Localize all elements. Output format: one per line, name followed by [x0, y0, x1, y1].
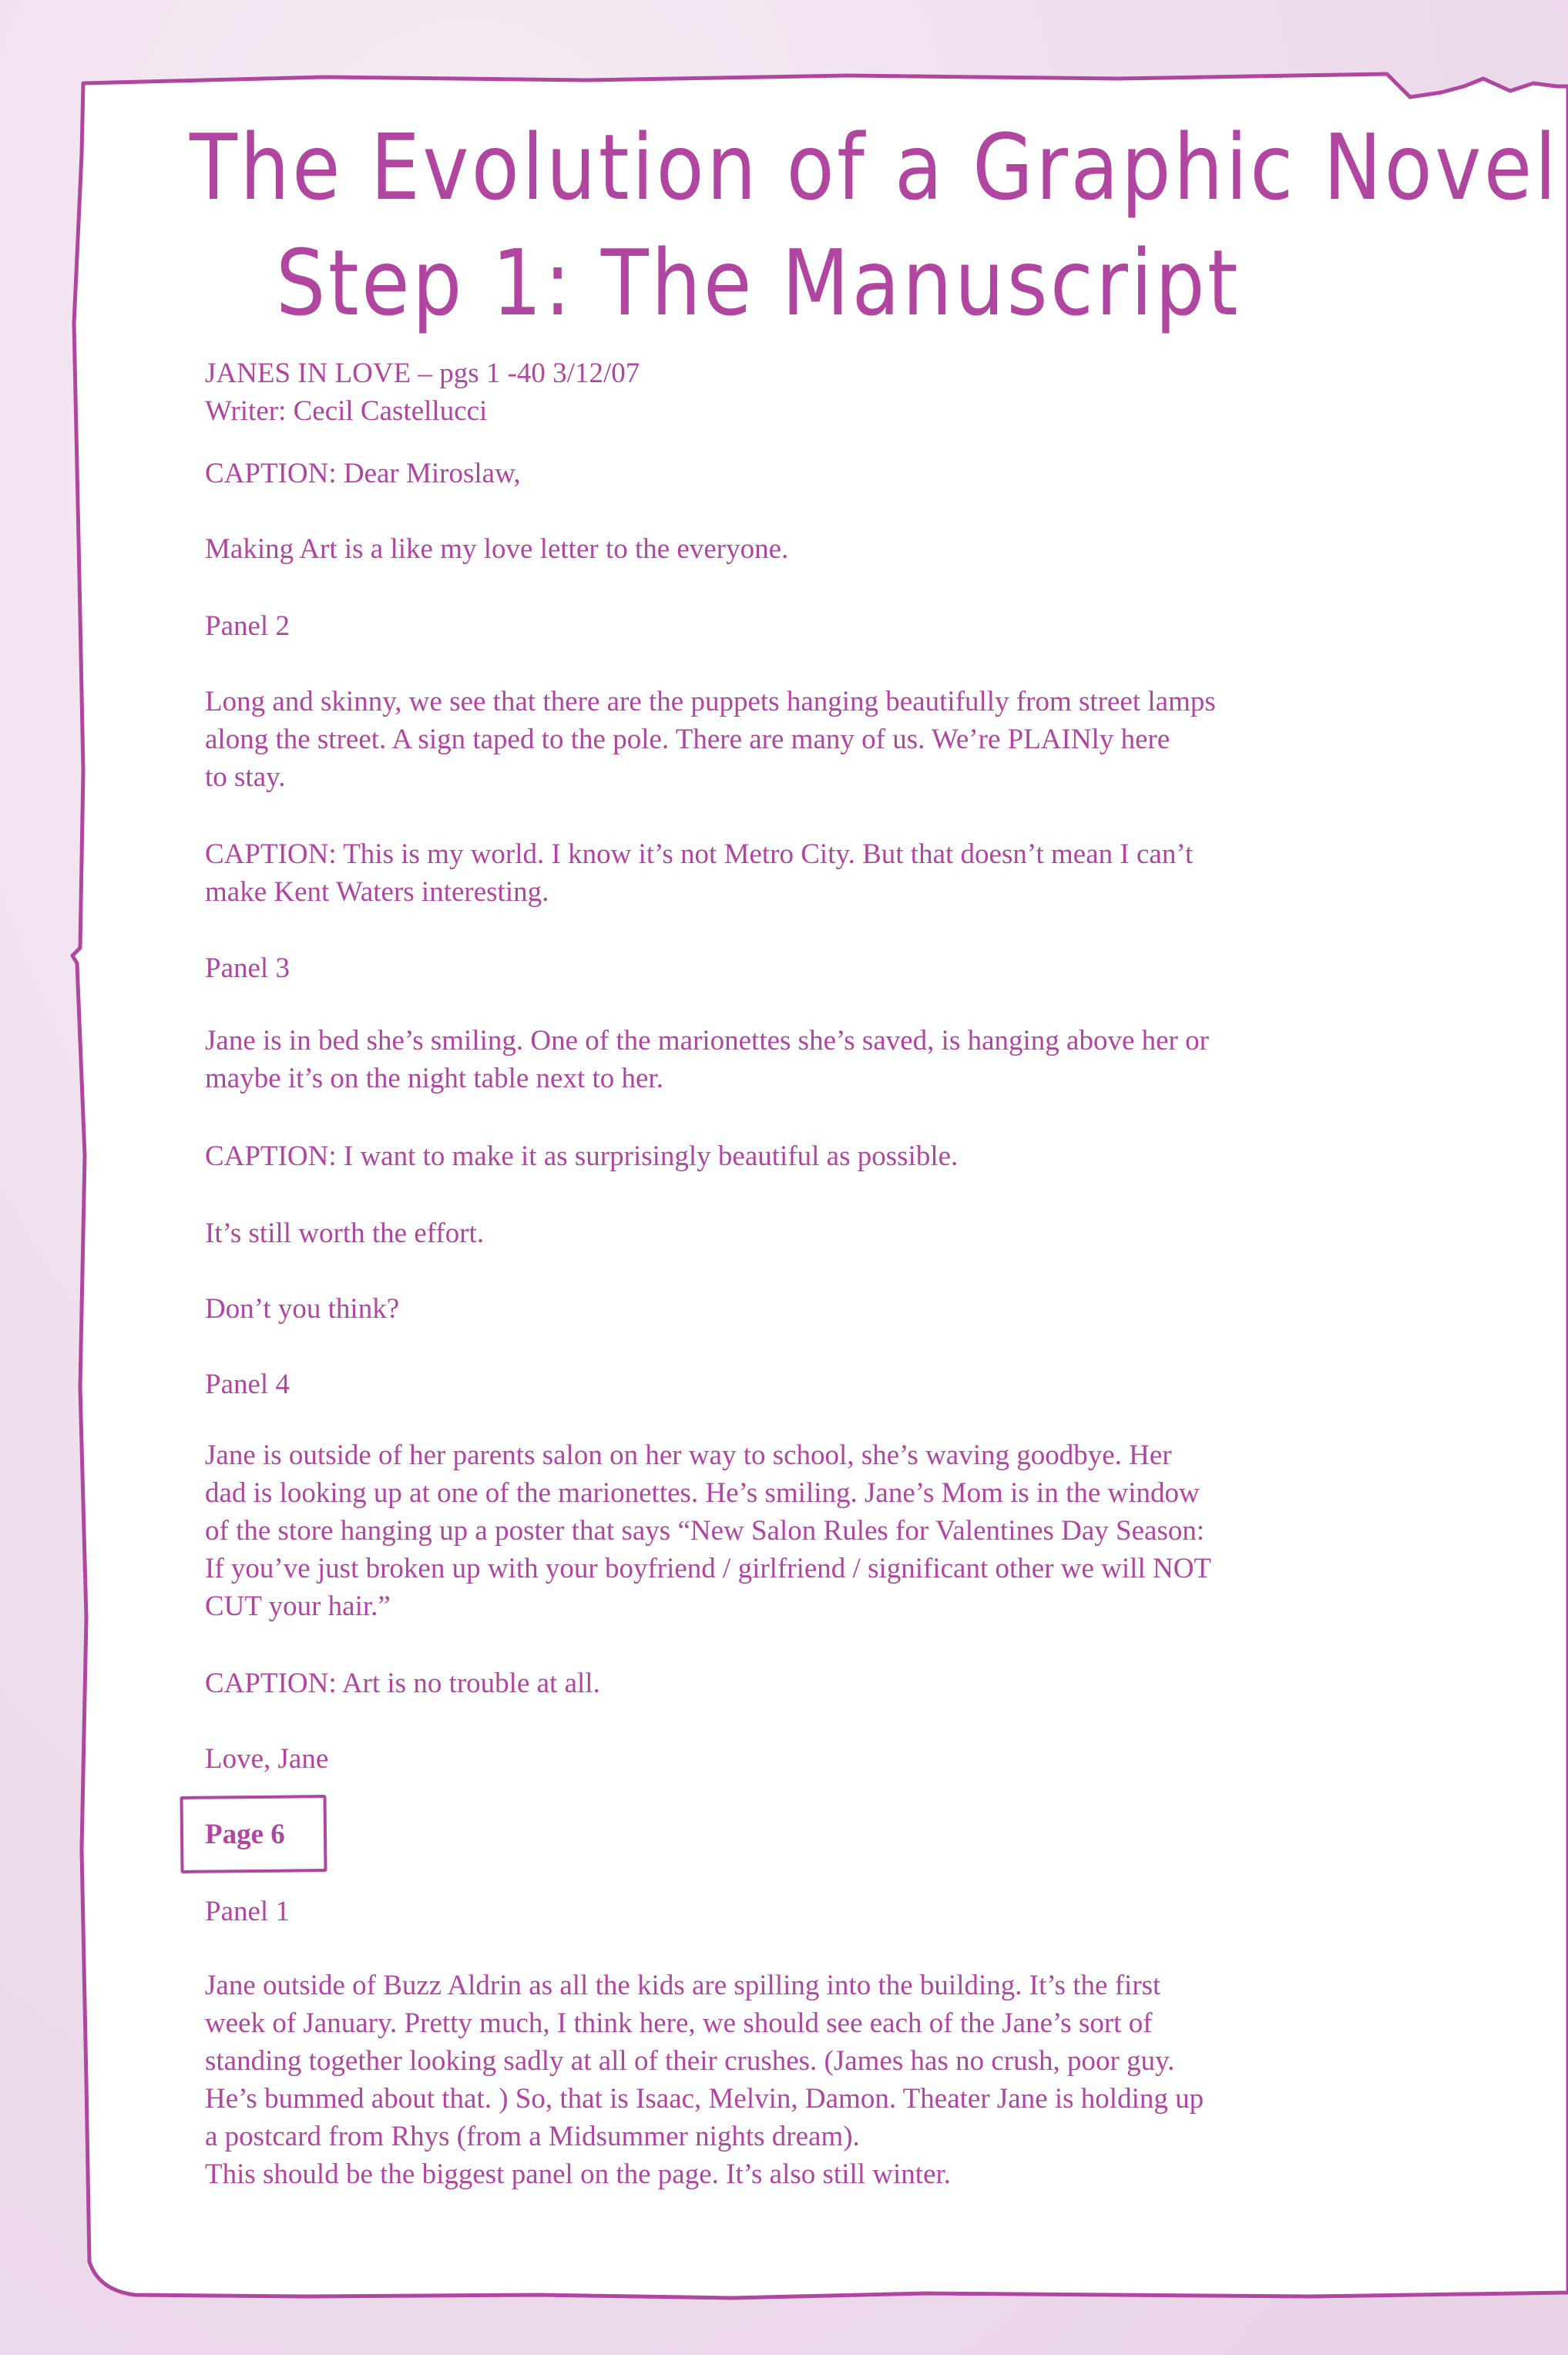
paragraph-love-letter: Making Art is a like my love letter to the everyone.	[205, 533, 789, 565]
paragraph-buzz-aldrin-line-1: Jane outside of Buzz Aldrin as all the kids are spilling into the building. It’s the first	[205, 1970, 1161, 2001]
paragraph-dont-you-think: Don’t you think?	[205, 1293, 400, 1325]
paragraph-worth-the-effort: It’s still worth the effort.	[205, 1218, 485, 1249]
paragraph-jane-in-bed-line-1: Jane is in bed she’s smiling. One of the marionettes she’s saved, is hanging above her or	[205, 1025, 1209, 1057]
paragraph-buzz-aldrin-line-6: This should be the biggest panel on the page. It’s also still winter.	[205, 2158, 952, 2190]
caption-my-world-line-1: CAPTION: This is my world. I know it’s not Metro City. But that doesn’t mean I can’t	[205, 838, 1194, 870]
paragraph-buzz-aldrin-line-5: a postcard from Rhys (from a Midsummer nights dream).	[205, 2121, 860, 2152]
caption-surprisingly-beautiful: CAPTION: I want to make it as surprisingly beautiful as possible.	[205, 1141, 959, 1172]
page-subtitle: Step 1: The Manuscript	[276, 230, 1241, 336]
caption-dear-miroslaw: CAPTION: Dear Miroslaw,	[205, 458, 521, 489]
paragraph-puppets-line-2: along the street. A sign taped to the pole. There are many of us. We’re PLAINly here	[205, 724, 1170, 755]
paragraph-salon-line-1: Jane is outside of her parents salon on her way to school, she’s waving goodbye. Her	[205, 1440, 1172, 1471]
manuscript-header-line-2: Writer: Cecil Castellucci	[205, 395, 488, 427]
paragraph-salon-line-5: CUT your hair.”	[205, 1591, 391, 1622]
paragraph-puppets-line-3: to stay.	[205, 761, 286, 793]
paragraph-salon-line-3: of the store hanging up a poster that says “New Salon Rules for Valentines Day Season:	[205, 1515, 1205, 1547]
paragraph-buzz-aldrin-line-3: standing together looking sadly at all of their crushes. (James has no crush, poor guy.	[205, 2045, 1175, 2077]
signoff-love-jane: Love, Jane	[205, 1743, 329, 1775]
paragraph-salon-line-2: dad is looking up at one of the marionettes. He’s smiling. Jane’s Mom is in the window	[205, 1477, 1200, 1509]
panel-2-heading: Panel 2	[205, 610, 290, 642]
manuscript-header-line-1: JANES IN LOVE – pgs 1 -40 3/12/07	[205, 358, 640, 389]
page-6-heading: Page 6	[205, 1819, 285, 1850]
paragraph-buzz-aldrin-line-4: He’s bummed about that. ) So, that is Isaac, Melvin, Damon. Theater Jane is holding up	[205, 2083, 1204, 2115]
paragraph-buzz-aldrin-line-2: week of January. Pretty much, I think here, we should see each of the Jane’s sort of	[205, 2007, 1153, 2039]
panel-1-heading: Panel 1	[205, 1896, 290, 1927]
page-title: The Evolution of a Graphic Novel	[190, 114, 1560, 220]
paragraph-jane-in-bed-line-2: maybe it’s on the night table next to her.	[205, 1063, 663, 1094]
panel-4-heading: Panel 4	[205, 1369, 290, 1400]
caption-no-trouble: CAPTION: Art is no trouble at all.	[205, 1668, 600, 1699]
paragraph-salon-line-4: If you’ve just broken up with your boyfriend / girlfriend / significant other we will NOT	[205, 1553, 1212, 1584]
panel-3-heading: Panel 3	[205, 952, 290, 984]
paragraph-puppets-line-1: Long and skinny, we see that there are the puppets hanging beautifully from street lamps	[205, 686, 1216, 717]
caption-my-world-line-2: make Kent Waters interesting.	[205, 876, 549, 908]
